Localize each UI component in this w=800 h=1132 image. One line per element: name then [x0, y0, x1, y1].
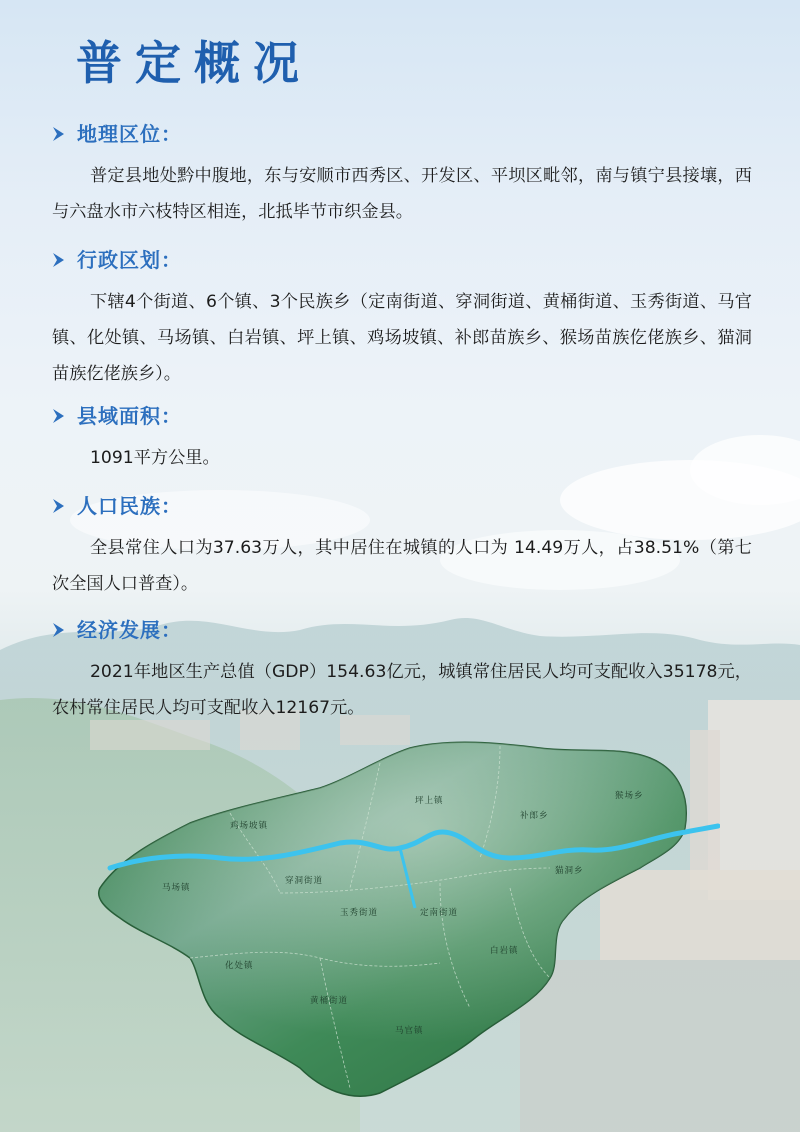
section-population — [52, 492, 752, 602]
section-body: 下辖4个街道、6个镇、3个民族乡（定南街道、穿洞街道、黄桶街道、玉秀街道、马官镇、化处镇、马场镇、白岩镇、坪上镇、鸡场坡镇、补郎苗族乡、猴场苗族仡佬族乡、猫洞苗族仡佬族乡）。 — [52, 292, 752, 384]
arrow-bullet-icon — [52, 252, 66, 268]
arrow-bullet-icon — [52, 408, 66, 424]
section-area — [52, 402, 752, 476]
section-header — [52, 246, 752, 276]
section-title: 行政区划： — [77, 248, 182, 272]
section-title: 经济发展： — [77, 618, 182, 642]
section-body: 全县常住人口为37.63万人，其中居住在城镇的人口为 14.49万人，占38.51%（第七次全国人口普查）。 — [52, 538, 752, 594]
section-body: 普定县地处黔中腹地，东与安顺市西秀区、开发区、平坝区毗邻，南与镇宁县接壤，西与六盘水市六枝特区相连，北抵毕节市织金县。 — [52, 166, 752, 222]
map-label-maodong: 猫洞乡 — [555, 866, 584, 876]
section-title: 人口民族： — [77, 494, 182, 518]
map-label-bulang: 补郎乡 — [520, 811, 549, 821]
section-body: 1091平方公里。 — [90, 448, 220, 468]
map-label-houchang: 猴场乡 — [615, 791, 644, 801]
section-header — [52, 492, 752, 522]
map-label-huachu: 化处镇 — [225, 961, 254, 971]
section-administration — [52, 246, 752, 392]
map-label-jichangpo: 鸡场坡镇 — [230, 821, 269, 831]
map-label-huangtong: 黄桶街道 — [310, 996, 349, 1006]
arrow-bullet-icon — [52, 126, 66, 142]
section-header — [52, 402, 752, 432]
map-label-baiyan: 白岩镇 — [490, 946, 519, 956]
map-label-pingshang: 坪上镇 — [415, 796, 444, 806]
section-header — [52, 616, 752, 646]
section-title: 县域面积： — [77, 404, 182, 428]
map-label-chuandong: 穿洞街道 — [285, 876, 324, 886]
map-label-machang: 马场镇 — [162, 883, 191, 893]
map-label-yuxiu: 玉秀街道 — [340, 908, 379, 918]
page-title: 普定概况 — [76, 36, 312, 90]
section-economy — [52, 616, 752, 726]
section-geography — [52, 120, 752, 230]
arrow-bullet-icon — [52, 498, 66, 514]
arrow-bullet-icon — [52, 622, 66, 638]
section-title: 地理区位： — [77, 122, 182, 146]
section-header — [52, 120, 752, 150]
map-label-dingnan: 定南街道 — [420, 908, 459, 918]
map-label-maguan: 马官镇 — [395, 1026, 424, 1036]
section-body: 2021年地区生产总值（GDP）154.63亿元，城镇常住居民人均可支配收入35178元，农村常住居民人均可支配收入12167元。 — [52, 662, 752, 718]
